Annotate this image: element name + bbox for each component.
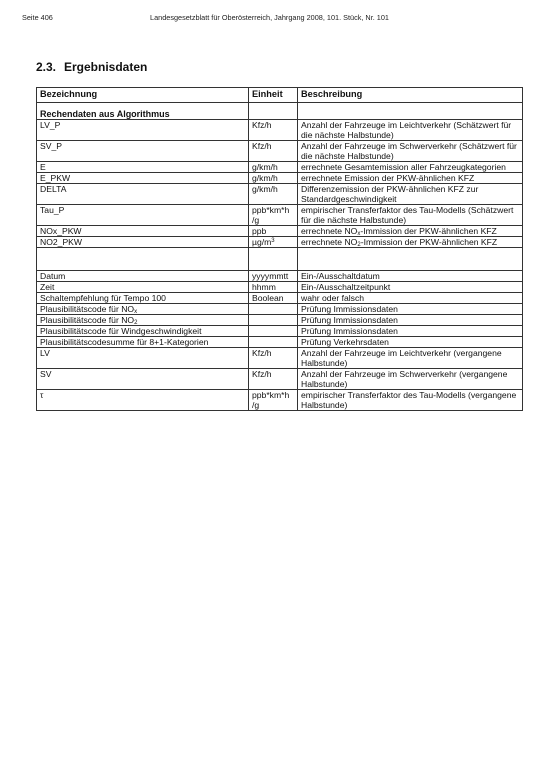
table-header-row (37, 88, 523, 103)
cell-name: SV (37, 369, 249, 390)
cell-name: LV (37, 348, 249, 369)
cell-description: empirischer Transferfaktor des Tau-Modells (Schätzwert für die nächste Halbstunde) (298, 205, 523, 226)
name-pre-part: Plausibilitätscode für NO (40, 304, 135, 314)
empty-cell (249, 103, 298, 120)
cell-unit (249, 337, 298, 348)
cell-description: Ein-/Ausschaltdatum (298, 271, 523, 282)
table-row (37, 293, 523, 304)
cell-unit: g/km/h (249, 184, 298, 205)
cell-description: Prüfung Verkehrsdaten (298, 337, 523, 348)
cell-unit (249, 315, 298, 326)
cell-description: errechnete Emission der PKW-ähnlichen KFZ (298, 173, 523, 184)
cell-unit: Kfz/h (249, 141, 298, 162)
cell-name: τ (37, 390, 249, 411)
table-row (37, 326, 523, 337)
table-row (37, 348, 523, 369)
cell-description: Prüfung Immissionsdaten (298, 326, 523, 337)
table-row (37, 304, 523, 315)
cell-unit: yyyymmtt (249, 271, 298, 282)
cell-unit: ppb*km*h /g (249, 205, 298, 226)
cell-unit: Boolean (249, 293, 298, 304)
cell-name: NO2_PKW (37, 237, 249, 248)
column-header-unit: Einheit (249, 88, 298, 103)
table-row (37, 141, 523, 162)
table-row (37, 271, 523, 282)
name-sub-part: 2 (134, 320, 138, 326)
desc-post-part: -Immission der PKW-ähnlichen KFZ (360, 237, 498, 247)
table-row (37, 205, 523, 226)
section-title (36, 60, 147, 74)
cell-unit: Kfz/h (249, 120, 298, 141)
cell-description: Differenzemission der PKW-ähnlichen KFZ zur Standardgeschwindigkeit (298, 184, 523, 205)
table-row (37, 184, 523, 205)
cell-description: Anzahl der Fahrzeuge im Schwerverkehr (vergangene Halbstunde) (298, 369, 523, 390)
desc-post-part: -Immission der PKW-ähnlichen KFZ (360, 226, 497, 236)
table-row (37, 226, 523, 237)
group-row (37, 103, 523, 120)
cell-name: Tau_P (37, 205, 249, 226)
result-data-table (36, 87, 523, 411)
name-sub-part: x (134, 309, 138, 315)
section-number: 2.3. (36, 60, 57, 74)
table-row (37, 162, 523, 173)
unit-pre-part: µg/m (252, 237, 272, 247)
cell-name: NOx_PKW (37, 226, 249, 237)
empty-cell (298, 103, 523, 120)
cell-name: Schaltempfehlung für Tempo 100 (37, 293, 249, 304)
cell-description: Prüfung Immissionsdaten (298, 315, 523, 326)
cell-description: Anzahl der Fahrzeuge im Schwerverkehr (Schätzwert für die nächste Halbstunde) (298, 141, 523, 162)
section-heading: Ergebnisdaten (64, 60, 148, 74)
gazette-title: Landesgesetzblatt für Oberösterreich, Jahrgang 2008, 101. Stück, Nr. 101 (150, 13, 389, 22)
cell-unit (249, 237, 298, 248)
table-row (37, 120, 523, 141)
table-row (37, 369, 523, 390)
empty-cell (249, 248, 298, 271)
cell-unit: ppb*km*h /g (249, 390, 298, 411)
cell-unit: Kfz/h (249, 369, 298, 390)
cell-description: Anzahl der Fahrzeuge im Leichtverkehr (vergangene Halbstunde) (298, 348, 523, 369)
cell-name: Zeit (37, 282, 249, 293)
desc-pre-part: errechnete NO (301, 237, 358, 247)
cell-name: Datum (37, 271, 249, 282)
cell-unit: hhmm (249, 282, 298, 293)
cell-description: wahr oder falsch (298, 293, 523, 304)
column-header-name: Bezeichnung (37, 88, 249, 103)
cell-description: Ein-/Ausschaltzeitpunkt (298, 282, 523, 293)
cell-name: E (37, 162, 249, 173)
column-header-description: Beschreibung (298, 88, 523, 103)
cell-name: LV_P (37, 120, 249, 141)
cell-unit: ppb (249, 226, 298, 237)
group-label: Rechendaten aus Algorithmus (37, 103, 249, 120)
table-row (37, 390, 523, 411)
cell-name: Plausibilitätscodesumme für 8+1-Kategorien (37, 337, 249, 348)
cell-description: Prüfung Immissionsdaten (298, 304, 523, 315)
cell-name (37, 304, 249, 315)
table-row (37, 237, 523, 248)
cell-unit: Kfz/h (249, 348, 298, 369)
cell-name: Plausibilitätscode für Windgeschwindigkeit (37, 326, 249, 337)
cell-unit (249, 304, 298, 315)
cell-name (37, 315, 249, 326)
cell-unit: g/km/h (249, 173, 298, 184)
unit-sup-part: 3 (271, 238, 275, 244)
cell-description (298, 237, 523, 248)
cell-description: Anzahl der Fahrzeuge im Leichtverkehr (Schätzwert für die nächste Halbstunde) (298, 120, 523, 141)
table-row (37, 337, 523, 348)
empty-cell (298, 248, 523, 271)
name-pre-part: Plausibilitätscode für NO (40, 315, 135, 325)
cell-description: empirischer Transferfaktor des Tau-Modells (vergangene Halbstunde) (298, 390, 523, 411)
empty-cell (37, 248, 249, 271)
cell-name: DELTA (37, 184, 249, 205)
cell-name: SV_P (37, 141, 249, 162)
page-number: Seite 406 (22, 13, 53, 22)
table-row (37, 173, 523, 184)
desc-sub-part: x (357, 231, 361, 237)
separator-row (37, 248, 523, 271)
cell-description: errechnete Gesamtemission aller Fahrzeugkategorien (298, 162, 523, 173)
cell-description (298, 226, 523, 237)
table-row (37, 282, 523, 293)
desc-sub-part: 2 (357, 242, 361, 248)
table-row (37, 315, 523, 326)
cell-name: E_PKW (37, 173, 249, 184)
cell-unit: g/km/h (249, 162, 298, 173)
desc-pre-part: errechnete NO (301, 226, 358, 236)
cell-unit (249, 326, 298, 337)
